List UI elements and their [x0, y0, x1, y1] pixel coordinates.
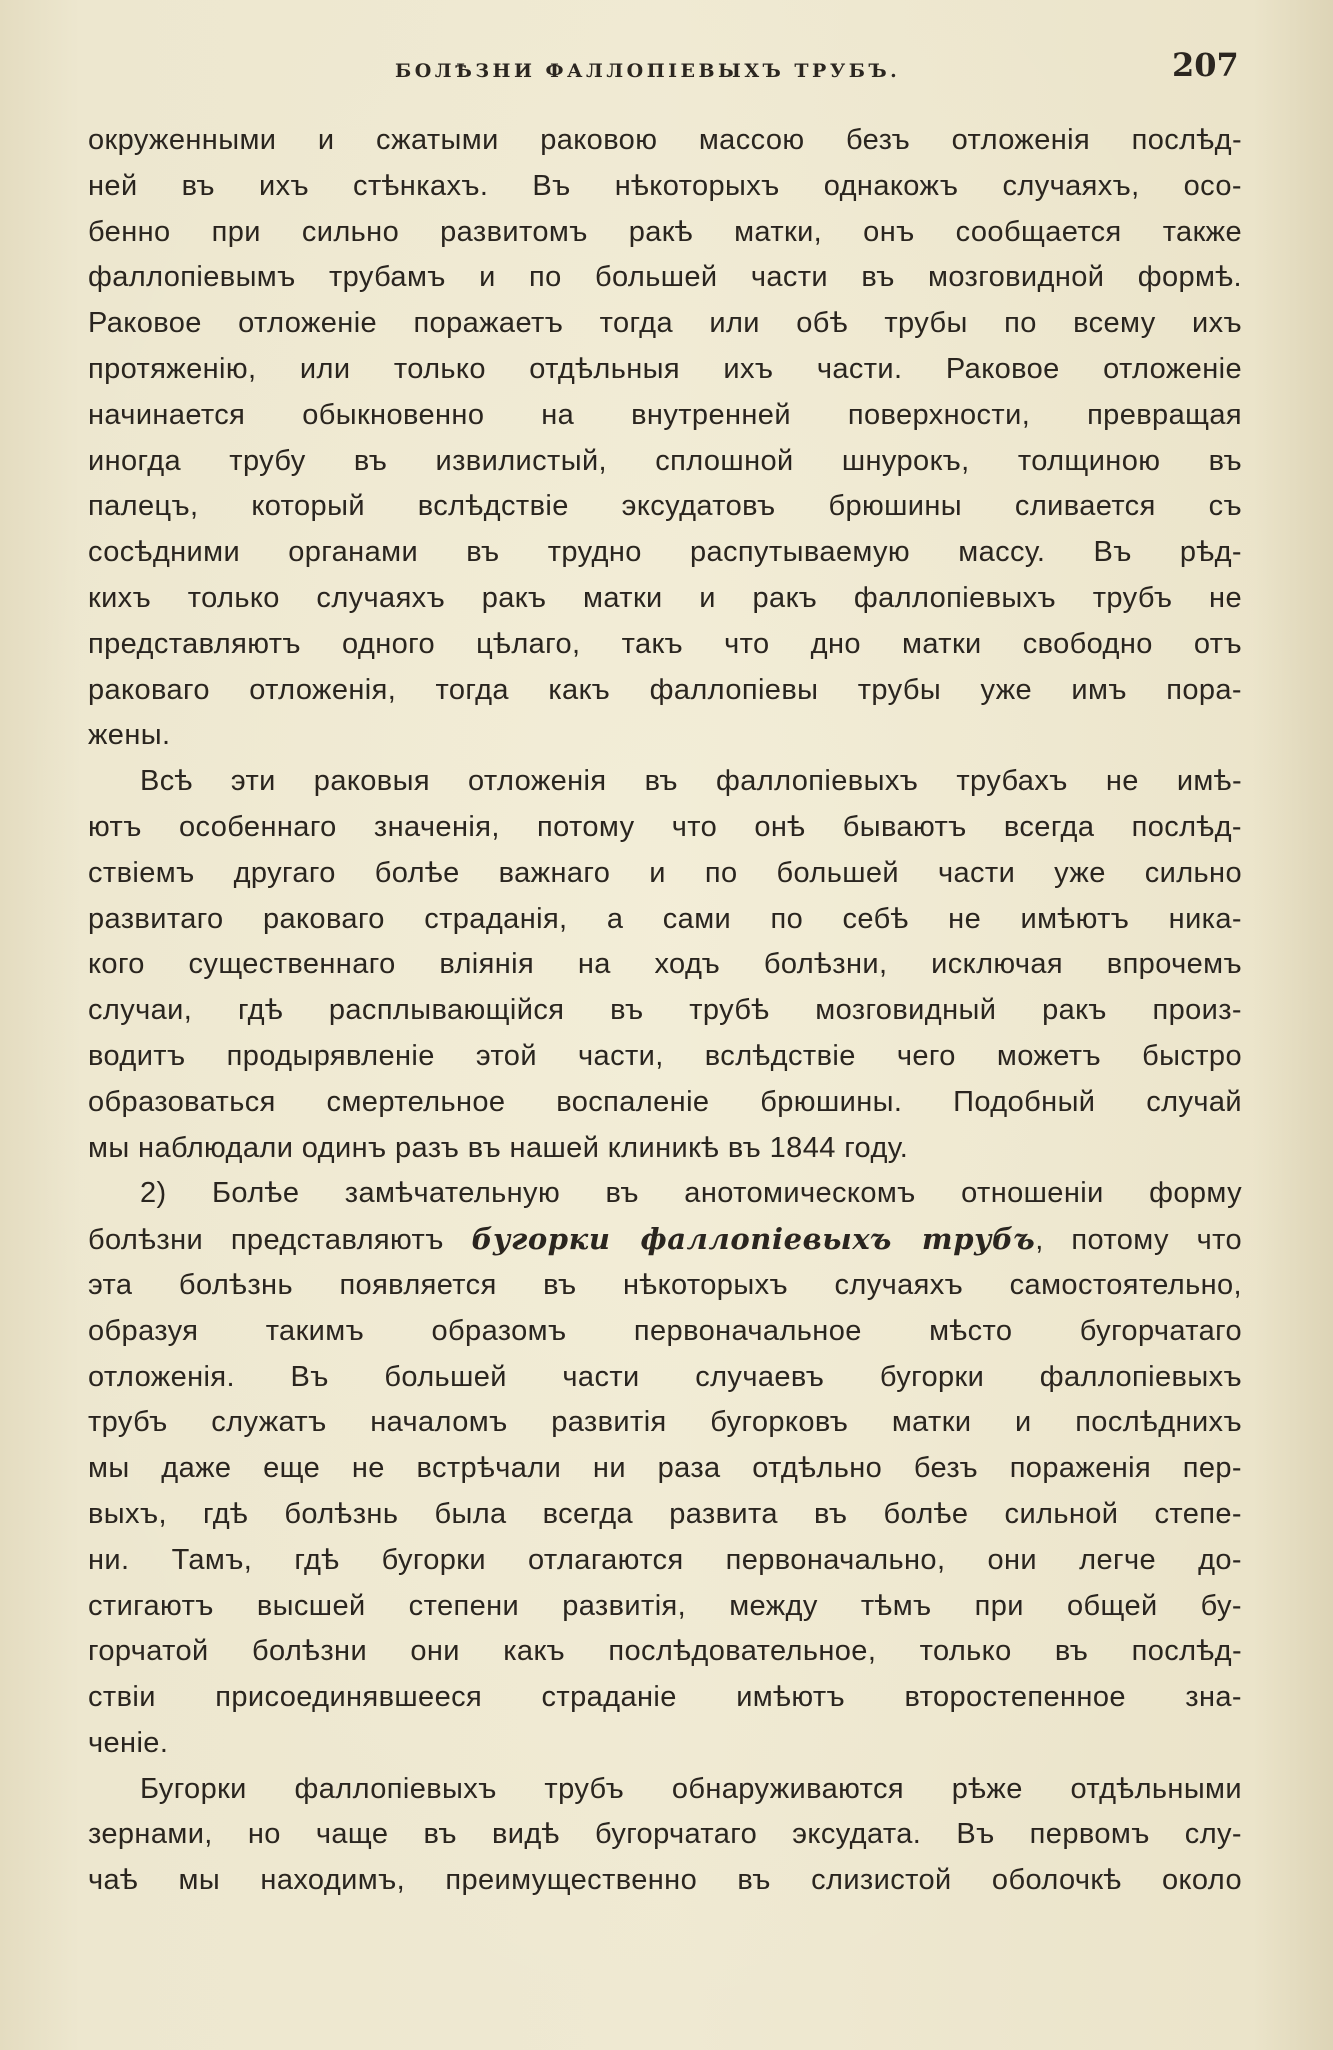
body-text — [88, 118, 1242, 1904]
text-line: чаѣ мы находимъ, преимущественно въ слизистой оболочкѣ около — [88, 1864, 1242, 1897]
text-line: протяженію, или только отдѣльныя ихъ части. Раковое отложеніе — [88, 352, 1242, 385]
text-line: трубъ служатъ началомъ развитія бугорковъ матки и послѣднихъ — [88, 1406, 1242, 1439]
text-line: начинается обыкновенно на внутренней поверхности, превращая — [88, 398, 1242, 431]
page-number: 207 — [1172, 46, 1239, 84]
text-line: ченіе. — [88, 1726, 169, 1759]
text-line: образуя такимъ образомъ первоначальное мѣсто бугорчатаго — [88, 1314, 1242, 1347]
text-line — [88, 1217, 1242, 1263]
text-line: жены. — [88, 719, 171, 752]
text-line: ней въ ихъ стѣнкахъ. Въ нѣкоторыхъ однакожъ случаяхъ, осо- — [88, 169, 1242, 202]
text-line: зернами, но чаще въ видѣ бугорчатаго эксудата. Въ первомъ слу- — [88, 1818, 1242, 1851]
text-line: иногда трубу въ извилистый, сплошной шнурокъ, толщиною въ — [88, 444, 1242, 477]
text-line: представляютъ одного цѣлаго, такъ что дно матки свободно отъ — [88, 627, 1242, 660]
text-line: случаи, гдѣ расплывающійся въ трубѣ мозговидный ракъ произ- — [88, 994, 1242, 1027]
emphasized-term: бугорки фаллопіевыхъ трубъ — [471, 1222, 1036, 1257]
text-run: болѣзни представляютъ — [88, 1224, 444, 1257]
text-line: водитъ продырявленіе этой части, вслѣдствіе чего можетъ быстро — [88, 1039, 1242, 1072]
text-line: Раковое отложеніе поражаетъ тогда или обѣ трубы по всему ихъ — [88, 307, 1242, 340]
text-line: ствіи присоединявшееся страданіе имѣютъ второстепенное зна- — [88, 1681, 1242, 1714]
text-line: мы наблюдали одинъ разъ въ нашей клиникѣ въ 1844 году. — [88, 1131, 909, 1164]
text-line: ютъ особеннаго значенія, потому что онѣ бываютъ всегда послѣд- — [88, 810, 1242, 843]
text-line: раковаго отложенія, тогда какъ фаллопіевы трубы уже имъ пора- — [88, 673, 1242, 706]
text-line: эта болѣзнь появляется въ нѣкоторыхъ случаяхъ самостоятельно, — [88, 1268, 1242, 1301]
page-header — [0, 46, 1333, 94]
text-line: мы даже еще не встрѣчали ни раза отдѣльно безъ пораженія пер- — [88, 1452, 1242, 1485]
text-line: фаллопіевымъ трубамъ и по большей части въ мозговидной формѣ. — [88, 261, 1242, 294]
text-line: сосѣдними органами въ трудно распутываемую массу. Въ рѣд- — [88, 536, 1242, 569]
text-line: выхъ, гдѣ болѣзнь была всегда развита въ болѣе сильной степе- — [88, 1497, 1242, 1530]
text-line: ствіемъ другаго болѣе важнаго и по большей части уже сильно — [88, 856, 1242, 889]
text-line: Бугорки фаллопіевыхъ трубъ обнаруживаются рѣже отдѣльными — [140, 1772, 1242, 1805]
text-line: 2) Болѣе замѣчательную въ анотомическомъ отношеніи форму — [140, 1177, 1242, 1210]
text-line: отложенія. Въ большей части случаевъ бугорки фаллопіевыхъ — [88, 1360, 1242, 1393]
text-run: , потому что — [1035, 1224, 1242, 1257]
text-line: бенно при сильно развитомъ ракѣ матки, онъ сообщается также — [88, 215, 1242, 248]
text-line: палецъ, который вслѣдствіе эксудатовъ брюшины сливается съ — [88, 490, 1242, 523]
text-line: Всѣ эти раковыя отложенія въ фаллопіевыхъ трубахъ не имѣ- — [140, 765, 1242, 798]
running-head: БОЛѢЗНИ ФАЛЛОПІЕВЫХЪ ТРУБЪ. — [395, 60, 901, 82]
text-line: кого существеннаго вліянія на ходъ болѣзни, исключая впрочемъ — [88, 948, 1242, 981]
text-line: ни. Тамъ, гдѣ бугорки отлагаются первоначально, они легче до- — [88, 1543, 1242, 1576]
text-line: развитаго раковаго страданія, а сами по себѣ не имѣютъ ника- — [88, 902, 1242, 935]
text-line: кихъ только случаяхъ ракъ матки и ракъ фаллопіевыхъ трубъ не — [88, 581, 1242, 614]
text-line: окруженными и сжатыми раковою массою безъ отложенія послѣд- — [88, 124, 1242, 156]
text-line: образоваться смертельное воспаленіе брюшины. Подобный случай — [88, 1085, 1242, 1118]
text-line: стигаютъ высшей степени развитія, между тѣмъ при общей бу- — [88, 1589, 1242, 1622]
text-line: горчатой болѣзни они какъ послѣдовательное, только въ послѣд- — [88, 1635, 1242, 1668]
